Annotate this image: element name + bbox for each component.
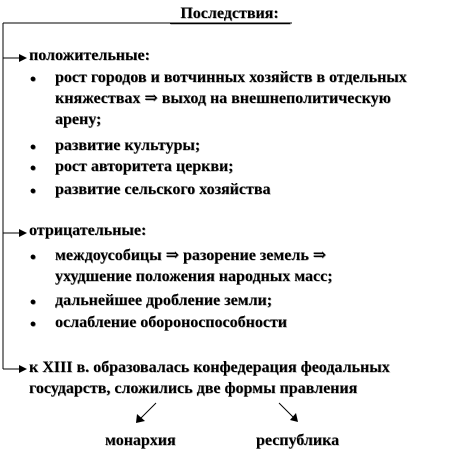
- bullet-icon: ●: [29, 185, 37, 197]
- item-line: княжествах ⇒ выход на внешнеполитическую: [55, 90, 391, 107]
- item-line: рост авторитета церкви;: [55, 158, 234, 175]
- positive-item-1: [55, 67, 407, 130]
- negative-heading: отрицательные:: [29, 222, 147, 239]
- arrow-line-republic: [279, 403, 294, 418]
- negative-item-1: [55, 245, 333, 287]
- xiii-text: [29, 357, 390, 399]
- arrow-head-negative: [19, 229, 27, 237]
- arrow-head-xiii: [19, 365, 27, 373]
- arrow-line-monarchy: [140, 403, 156, 419]
- bullet-icon: ●: [29, 141, 37, 153]
- bullet-icon: ●: [29, 162, 37, 174]
- negative-item-2: [55, 290, 272, 311]
- bullet-icon: ●: [29, 251, 37, 263]
- arrow-head-positive: [19, 54, 27, 62]
- positive-heading: положительные:: [29, 47, 150, 64]
- form-monarchy: монархия: [105, 432, 176, 449]
- arrow-head-republic: [290, 413, 298, 422]
- title: Последствия:: [180, 5, 279, 22]
- item-line: междоусобицы ⇒ разорение земель ⇒: [55, 247, 327, 264]
- positive-item-3: [55, 156, 234, 177]
- item-line: дальнейшее дробление земли;: [55, 292, 273, 309]
- form-republic: республика: [256, 432, 340, 449]
- bullet-icon: ●: [29, 296, 37, 308]
- item-line: ухудшение положения народных масс;: [55, 268, 333, 285]
- item-line: арену;: [55, 111, 102, 128]
- item-line: ослабление обороноспособности: [55, 314, 288, 331]
- bullet-icon: ●: [29, 73, 37, 85]
- xiii-line: к XIII в. образовалась конфедерация феодальных: [29, 359, 390, 376]
- xiii-line: государств, сложились две формы правления: [29, 380, 358, 397]
- item-line: развитие сельского хозяйства: [55, 181, 271, 198]
- bullet-icon: ●: [29, 318, 37, 330]
- positive-item-2: [55, 135, 200, 156]
- negative-item-3: [55, 312, 287, 333]
- item-line: рост городов и вотчинных хозяйств в отдельных: [55, 69, 407, 86]
- item-line: развитие культуры;: [55, 137, 201, 154]
- positive-item-4: [55, 179, 270, 200]
